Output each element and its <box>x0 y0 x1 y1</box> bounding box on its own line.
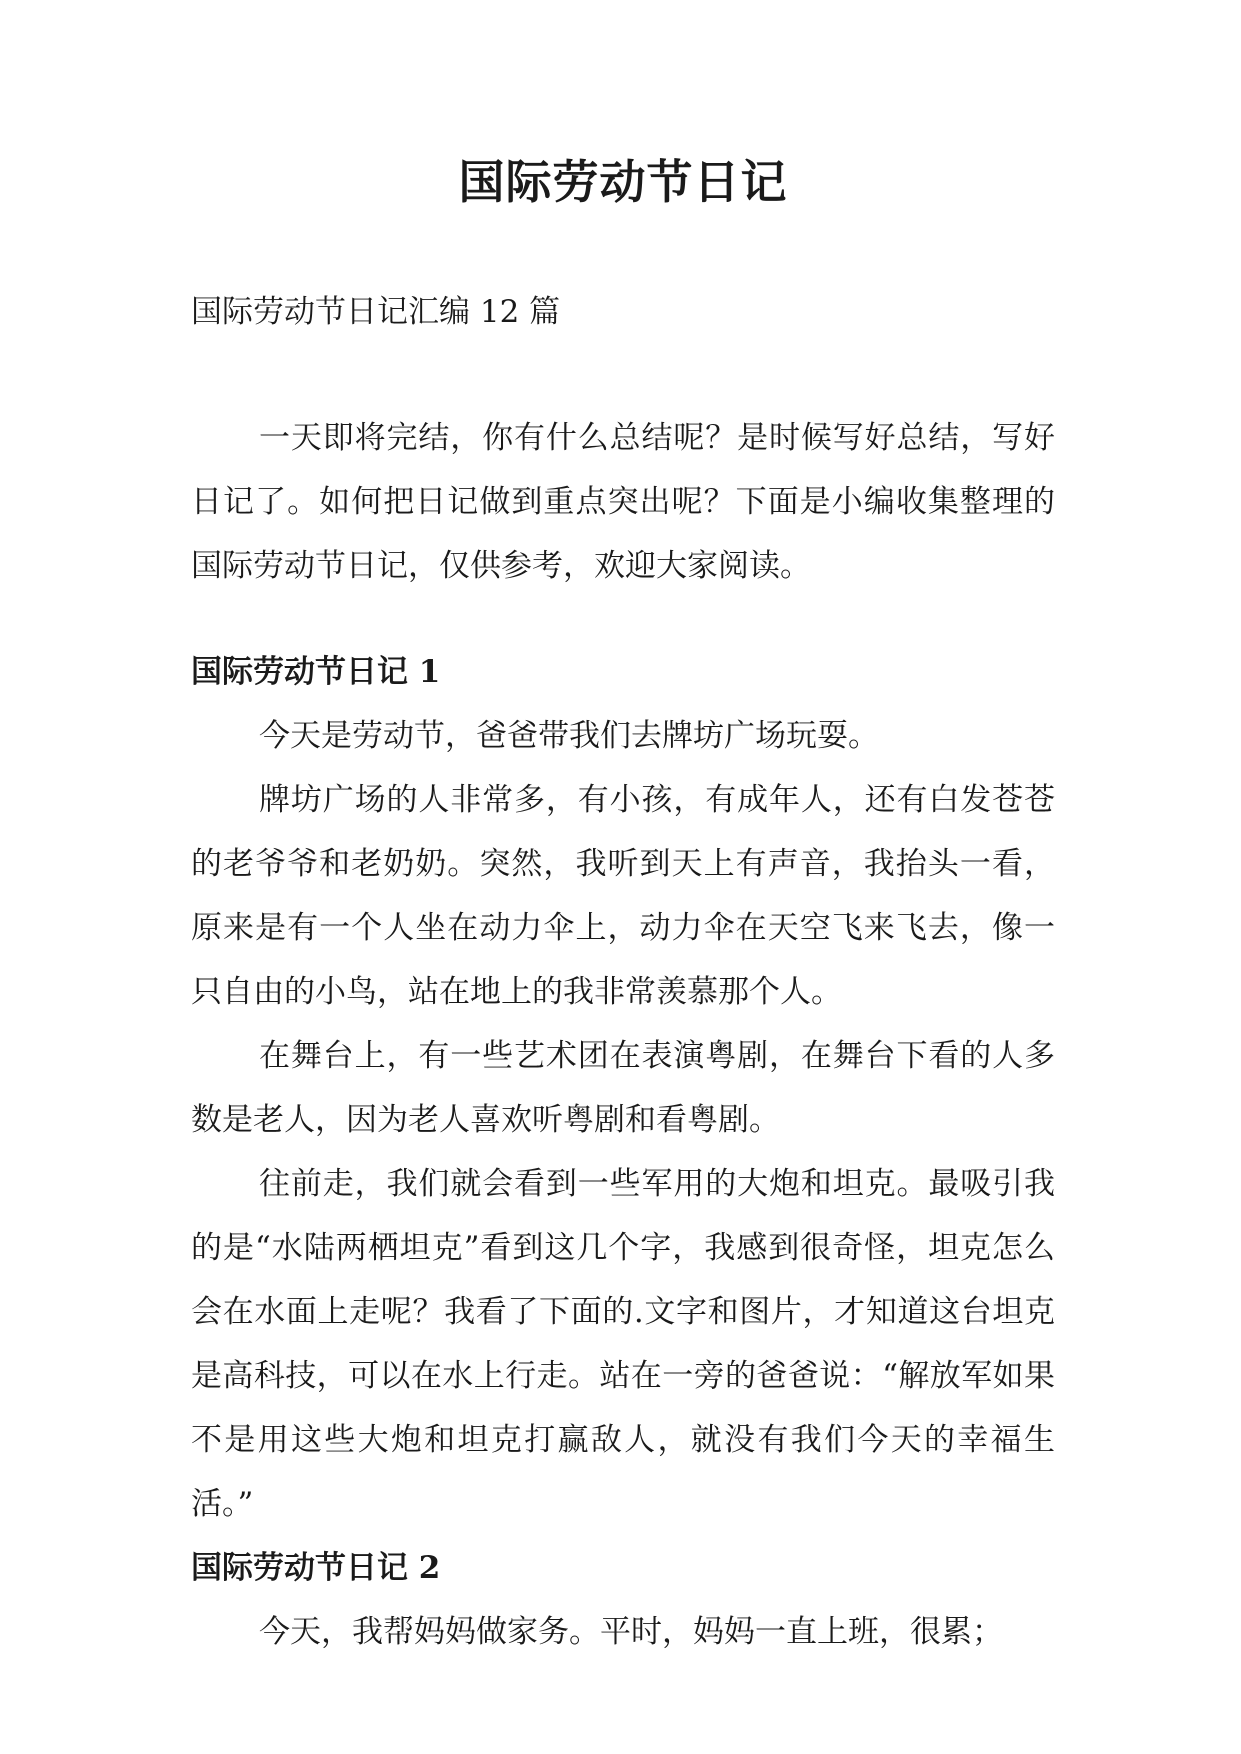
entry-paragraph: 今天是劳动节，爸爸带我们去牌坊广场玩耍。 <box>259 718 879 754</box>
intro-paragraph: 一天即将完结，你有什么总结呢？是时候写好总结，写好日记了。如何把日记做到重点突出呢？下面是小编收集整理的国际劳动节日记，仅供参考，欢迎大家阅读。 <box>191 420 1055 584</box>
entry-paragraph: 牌坊广场的人非常多，有小孩，有成年人，还有白发苍苍的老爷爷和老奶奶。突然，我听到天上有声音，我抬头一看，原来是有一个人坐在动力伞上，动力伞在天空飞来飞去，像一只自由的小鸟，站在地上的我非常羡慕那个人。 <box>191 782 1055 1010</box>
entry-heading: 国际劳动节日记 1 <box>191 654 441 690</box>
entry-paragraph: 今天，我帮妈妈做家务。平时，妈妈一直上班，很累； <box>259 1614 1003 1650</box>
document-subtitle: 国际劳动节日记汇编 12 篇 <box>191 294 561 330</box>
diary-entry-2 <box>191 1536 1055 1664</box>
entry-paragraph: 在舞台上，有一些艺术团在表演粤剧，在舞台下看的人多数是老人，因为老人喜欢听粤剧和看粤剧。 <box>191 1038 1055 1138</box>
diary-entry-1 <box>191 640 1055 1536</box>
entry-paragraph: 往前走，我们就会看到一些军用的大炮和坦克。最吸引我的是“水陆两栖坦克”看到这几个字，我感到很奇怪，坦克怎么会在水面上走呢？我看了下面的.文字和图片，才知道这台坦克是高科技，可以在水上行走。站在一旁的爸爸说：“解放军如果不是用这些大炮和坦克打赢敌人，就没有我们今天的幸福生活。” <box>191 1166 1055 1522</box>
document-title: 国际劳动节日记 <box>458 155 788 209</box>
entry-heading: 国际劳动节日记 2 <box>191 1550 441 1586</box>
document-body <box>191 640 1055 1664</box>
